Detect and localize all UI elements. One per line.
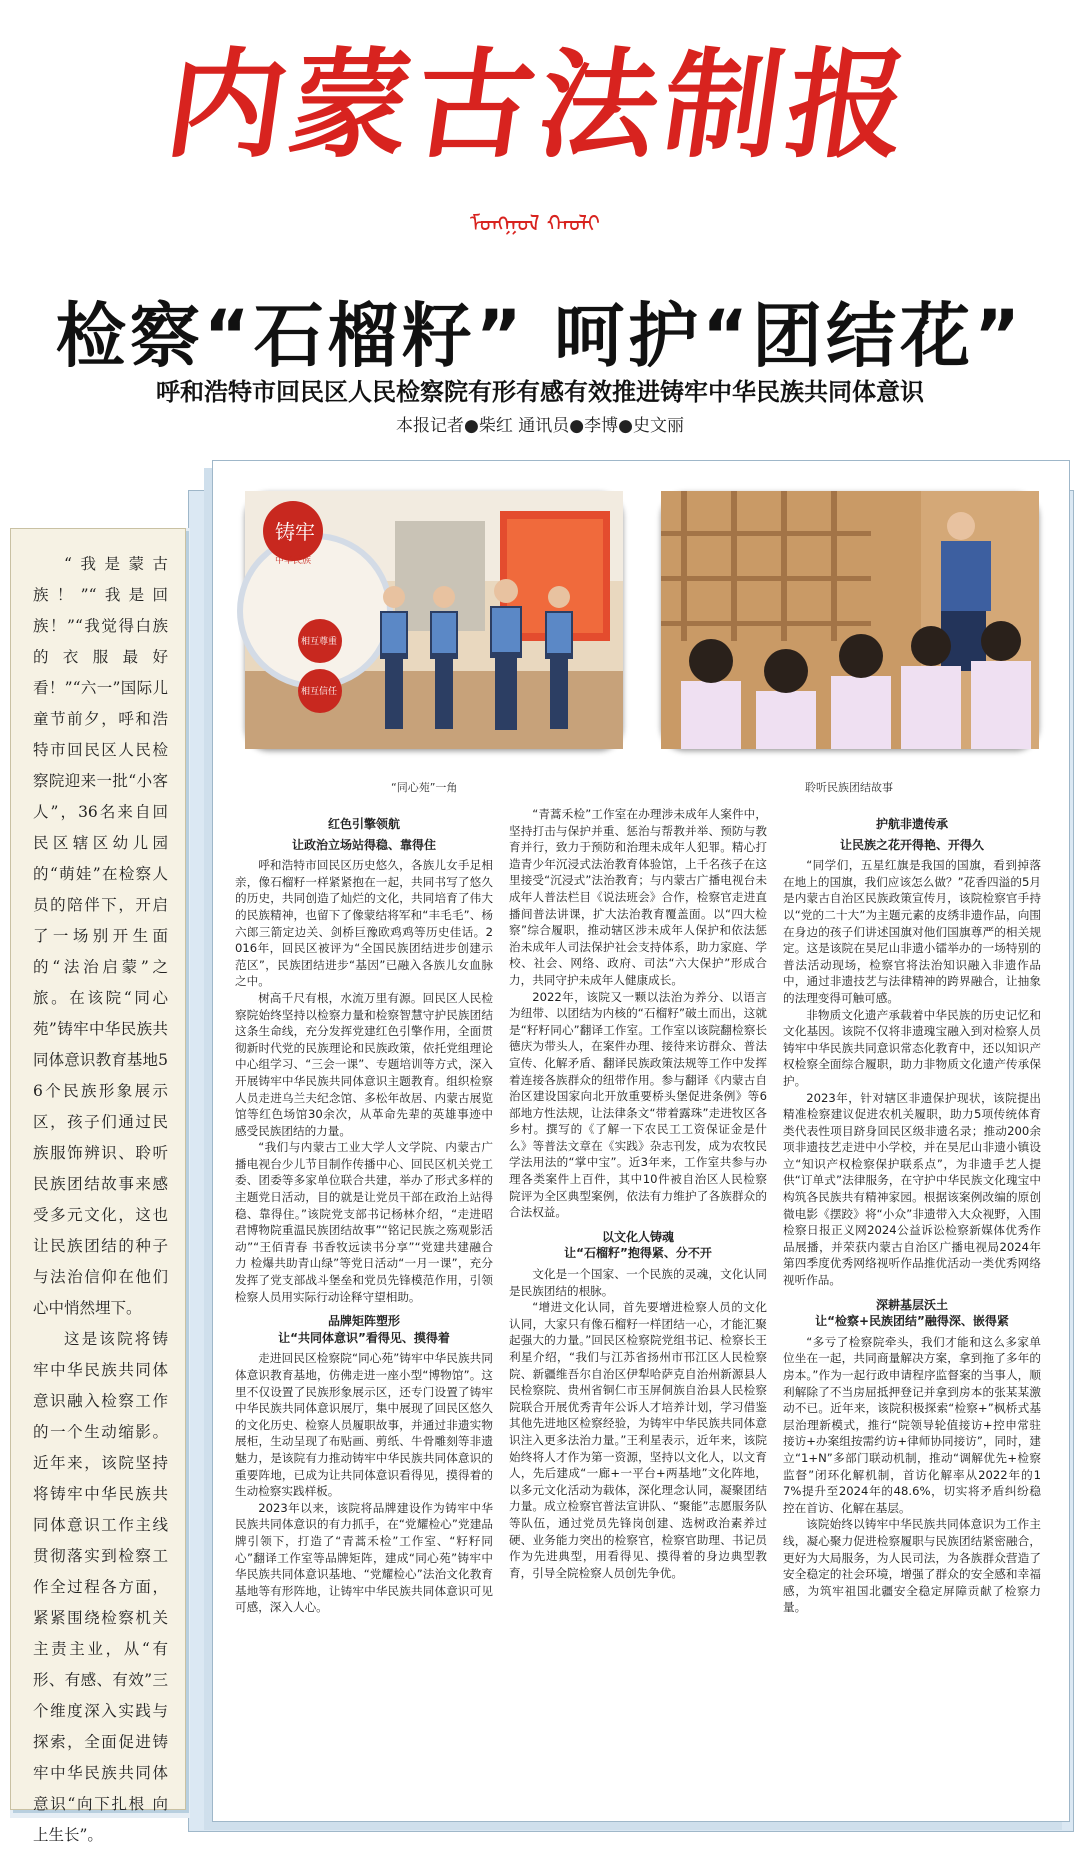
paragraph: 2023年以来，该院将品牌建设作为铸牢中华民族共同体意识的有力抓手，在“党耀检心”党建品牌引领下，打造了“青蒿禾检”工作室、“籽籽同心”翻译工作室等品牌矩阵，建成“同心苑”铸牢中华民族共同体意识基地、“党耀检心”法治文化教育基地等有形阵地，让铸牢中华民族共同体意识可见可感，深入人心。 [235, 1500, 493, 1615]
sign-text: 相互尊重 [301, 637, 338, 647]
paragraph: “我们与内蒙古工业大学人文学院、内蒙古广播电视台少儿节目制作传播中心、回民区机关党工委、团委等多家单位联合共建，举办了形式多样的主题党日活动，目的就是让党员干部在政治上站得稳、靠得住。”该院党支部书记杨林介绍，“走进昭君博物院重温民族团结故事”“铭记民族之殇观影活动”“王佰青春 书香牧远读书分享”“党建共建融合力 检爆共助青山绿”等党日活动“一月一课”，充分发挥了党支部战斗堡垒和党员先锋模范作用，引领检察人员用实际行动诠释守望相助。 [235, 1140, 493, 1304]
paragraph: 树高千尺有根，水流万里有源。回民区人民检察院始终坚持以检察力量和检察智慧守护民族团结这条生命线，充分发挥党建红色引擎作用，全面贯彻新时代党的民族理论和民族政策，依托党组理论中心组学习、“三会一课”、专题培训等方式，深入开展铸牢中华民族共同体意识主题教育。组织检察人员走进乌兰夫纪念馆、多松年故居、内蒙古展览馆等红色场馆30余次，从革命先辈的英雄事迹中感受民族团结的力量。 [235, 990, 493, 1138]
paragraph: “多亏了检察院牵头，我们才能和这么多家单位坐在一起，共同商量解决方案，拿到拖了多年的房本。”作为一起行政申请程序监督案的当事人，顺利解除了不当房屈抵押登记并拿到房本的张某某激动不已。近年来，该院积极探索“检察+”枫桥式基层治理新模式，推行“院领导轮值接访+控申常驻接访+办案组按需约访+律师协同接访”，同时，建立“1+N”多部门联动机制，推动“调解优先+检察监督”闭环化解机制，首访化解率从2022年的17%提升至2024年的48.6%，切实将矛盾纠纷稳控在首访、化解在基层。 [783, 1334, 1041, 1515]
photo-storytelling [661, 491, 1039, 749]
paragraph: 2022年，该院又一颗以法治为养分、以语言为纽带、以团结为内核的“石榴籽”破土而出，这就是“籽籽同心”翻译工作室。工作室以该院翻检察长德庆为带头人，在案件办理、接待来访群众、普法宣传、化解矛盾、翻译民族政策法规等工作中发挥着连接各族群众的纽带作用。参与翻译《内蒙古自治区建设国家向北开放重要桥头堡促进条例》等6部地方性法规，让法律条文“带着露珠”走进牧区各乡村。撰写的《了解一下农民工工资保证金是什么》等普法文章在《实践》杂志刊发，成为农牧民学法用法的“掌中宝”。近3年来，工作室共参与办理各类案件上百件，其中10件被自治区人民检察院评为全区典型案例，依法有力维护了各族群众的合法权益。 [509, 989, 767, 1220]
paragraph: 呼和浩特市回民区历史悠久，各族儿女手足相亲，像石榴籽一样紧紧抱在一起，共同书写了悠久的历史，共同创造了灿烂的文化，共同培育了伟大的民族精神，也留下了像蒙结将军和“丰毛毛”、杨六郎三箭定边关、剑桥巨豫欧鸡鸡等历史佳话。2016年，回民区被评为“全国民族团结进步创建示范区”，民族团结进步“基因”已融入各族儿女血脉之中。 [235, 858, 493, 989]
paragraph: “增进文化认同，首先要增进检察人员的文化认同，大家只有像石榴籽一样团结一心，才能汇聚起强大的力量。”回民区检察院党组书记、检察长王利星介绍，“我们与江苏省扬州市邗江区人民检察院、新疆维吾尔自治区伊犁哈萨克自治州新源县人民检察院、贵州省铜仁市玉屏侗族自治县人民检察院联合开展优秀青年公诉人才培养计划，学习借鉴其他先进地区检察经验，为铸牢中华民族共同体意识注入更多法治力量。”王利星表示，近年来，该院始终将人才作为第一资源，坚持以文化人，以文育人，先后建成“一廊+一平台+两基地”文化阵地，以多元文化活动为载体，深化理念认同，凝聚团结力量。成立检察官普法宣讲队、“聚能”志愿服务队等队伍，通过党员先锋岗创建、选树政治素养过硬、业务能力突出的检察官，检察官助理、书记员作为先进典型，用看得见、摸得着的身边典型教育，引导全院检察人员创先争优。 [509, 1300, 767, 1580]
section-title: 红色引擎领航 [327, 817, 400, 831]
paragraph: 文化是一个国家、一个民族的灵魂，文化认同是民族团结的根脉。 [509, 1267, 767, 1298]
section-title: 深耕基层沃土 [875, 1297, 948, 1312]
paragraph: 该院始终以铸牢中华民族共同体意识为工作主线，凝心聚力促进检察履职与民族团结紧密融合，更好为大局服务，为人民司法，为各族群众营造了安全稳定的社会环境，增强了群众的安全感和幸福感，为筑牢祖国北疆安全稳定屏障贡献了检察力量。 [783, 1517, 1041, 1615]
intro-sidebar [10, 528, 186, 1844]
masthead [0, 30, 1080, 237]
subheadline: 呼和浩特市回民区人民检察院有形有感有效推进铸牢中华民族共同体意识 [156, 378, 924, 406]
paragraph: “同学们，五星红旗是我国的国旗，看到掉落在地上的国旗，我们应该怎么做？”花香四溢的5月是内蒙古自治区民族政策宣传月，该院检察官手持以“党的二十大”为主题元素的皮绣非遗作品，向围在身边的孩子们讲述国旗对他们国旗尊严的相关规定。这是该院在昊尼山非遗小镭举办的一场特别的普法活动现场，检察官将法治知识融入非遗作品中，通过非遗技艺与法律精神的跨界融合，让抽象的法理变得可触可感。 [783, 858, 1041, 1005]
section-subtitle: 让民族之花开得艳、开得久 [839, 837, 984, 852]
intro-paragraph: 这是该院将铸牢中华民族共同体意识融入检察工作的一个生动缩影。近年来，该院坚持将铸牢中华民族共同体意识工作主线贯彻落实到检察工作全过程各方面，紧紧围绕检察机关主责主业，从“有形、有感、有效”三个维度深入实践与探索，全面促进铸牢中华民族共同体意识“向下扎根 向上生长”。 [33, 1330, 168, 1844]
section-subtitle: 让“石榴籽”抱得紧、分不开 [564, 1246, 712, 1261]
paragraph: 走进回民区检察院“同心苑”铸牢中华民族共同体意识教育基地，仿佛走进一座小型“博物馆”。这里不仅设置了民族形象展示区，还专门设置了铸牢中华民族共同体意识展厅，集中展现了回民区悠久的文化历史、检察人员履职故事，并通过非遗实物展柜，生动呈现了布贴画、剪纸、牛骨雕刻等非遗魅力，是该院有力推动铸牢中华民族共同体意识的重要阵地，已成为让共同体意识看得见，摸得着的生动检察实践样板。 [235, 1351, 493, 1499]
photo-caption-right: 聆听民族团结故事 [805, 781, 893, 794]
headline: 检察“石榴籽” 呵护“团结花” [55, 295, 1025, 377]
paragraph: 2023年，针对辖区非遗保护现状，该院提出精准检察建议促进农机关履职，助力5项传统体育类代表性项目跻身回民区级非遗名录；推动200余项非遗技艺走进中小学校，并在昊尼山非遗小镇设立“知识产权检察保护联系点”，为非遗手艺人提供“订单式”法律服务，在守护中华民族文化瑰宝中构筑各民族共有精神家园。根据该案例改编的原创微电影《摆跤》将“小众”非遗带入大众视野，入围检察日报正义网2024公益诉讼检察新媒体优秀作品展播，并荣获内蒙古自治区广播电视局2024年第四季度优秀网络视听作品推优活动一类优秀网络视听作品。 [783, 1090, 1041, 1288]
sign-text: 相互信任 [301, 687, 338, 697]
photo-storytelling-image [661, 491, 1039, 749]
byline: 本报记者●柴红 通讯员●李博●史文丽 [396, 416, 684, 436]
photo-tongxinyuan [245, 491, 623, 749]
section-title: 护航非遗传承 [875, 817, 948, 831]
section-subtitle: 让政治立场站得稳、靠得住 [291, 837, 436, 852]
paragraph: 非物质文化遗产承载着中华民族的历史记忆和文化基因。该院不仅将非遗瑰宝融入到对检察人员铸牢中华民族共同意识常态化教育中，还以知识产权检察全面综合履职，助力非物质文化遗产传承保护。 [783, 1007, 1041, 1088]
photo-caption-left: “同心苑”一角 [391, 781, 458, 794]
sign-text: 铸牢 [275, 520, 315, 544]
article-panel [212, 460, 1070, 1822]
mongolian-title: ᠮᠣᠩᠭᠣᠯ ᠬᠠᠤᠯᠢ [470, 212, 601, 237]
article-column-2 [509, 806, 767, 1581]
section-title: 以文化人铸魂 [601, 1229, 674, 1244]
section-subtitle: 让“检察+民族团结”融得深、嵌得紧 [815, 1314, 1009, 1329]
sign-text: 中华民族 [275, 556, 312, 566]
paragraph: “青蒿禾检”工作室在办理涉未成年人案件中，坚持打击与保护并重、惩治与帮教并举、预防与教育并行，致力于预防和治理未成年人犯罪。精心打造青少年沉浸式法治教育体验馆，上千名孩子在这里接受“沉浸式”法治教育；与内蒙古广播电视台未成年人普法栏目《说法班会》合作，检察官走进直播间普法讲课，扩大法治教育覆盖面。以“四大检察”综合履职，推动辖区涉未成年人保护和依法惩治未成年人司法保护社会支持体系，助力家庭、学校、社会、网络、政府、司法“六大保护”形成合力，共同守护未成年人健康成长。 [509, 807, 767, 987]
intro-text [33, 549, 168, 1851]
section-subtitle: 让“共同体意识”看得见、摸得着 [278, 1330, 450, 1345]
section-title: 品牌矩阵塑形 [327, 1314, 400, 1329]
photo-tongxinyuan-image [245, 491, 623, 749]
article-column-3 [783, 816, 1041, 1616]
article-column-1 [235, 816, 493, 1616]
newspaper-title: 内蒙古法制报 [158, 35, 922, 174]
intro-paragraph: “我是蒙古族！”“我是回族！”“我觉得白族的衣服最好看！”“六一”国际儿童节前夕，呼和浩特市回民区人民检察院迎来一批“小客人”，36名来自回民区辖区幼儿园的“萌娃”在检察人员的陪伴下，开启了一场别开生面的“法治启蒙”之旅。在该院“同心苑”铸牢中华民族共同体意识教育基地56个民族形象展示区，孩子们通过民族服饰辨识、聆听民族团结故事来感受多元文化，这也让民族团结的种子与法治信仰在他们心中悄然埋下。 [33, 555, 168, 1317]
